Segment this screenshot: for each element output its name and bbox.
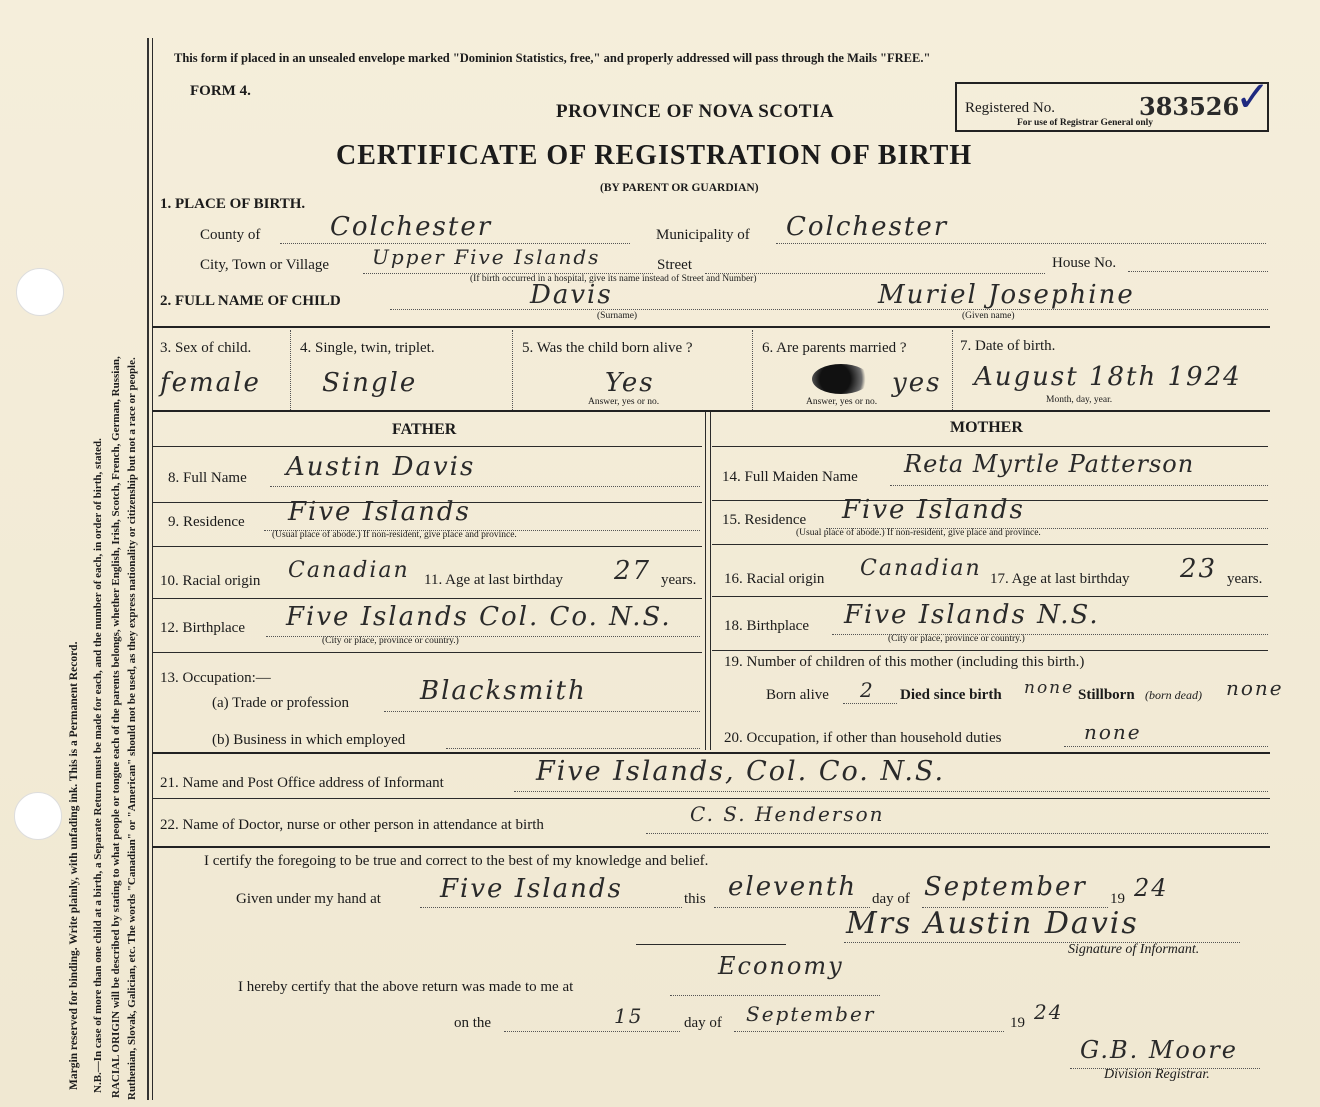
informant-signature: Mrs Austin Davis (846, 906, 1139, 941)
registered-label: Registered No. (965, 100, 1055, 116)
year-value: 24 (1134, 874, 1169, 902)
died-label: Died since birth (900, 687, 1002, 703)
parents-married-label: 6. Are parents married ? (762, 340, 907, 356)
father-trade-value: Blacksmith (420, 676, 587, 706)
margin-note-3: RACIAL ORIGIN will be described by stating to what people or tongue each of the parents belongs, whether English, Irish, Scotch, French, German, Russian, (110, 356, 122, 1098)
given-place-value: Five Islands (440, 874, 623, 904)
given-under-label: Given under my hand at (236, 891, 381, 907)
county-value: Colchester (330, 212, 493, 242)
father-name-label: 8. Full Name (168, 470, 247, 486)
sex-value: female (160, 368, 261, 398)
doctor-value: C. S. Henderson (690, 802, 885, 826)
municipality-label: Municipality of (656, 227, 750, 243)
father-occupation-label: 13. Occupation:— (160, 670, 271, 686)
checkmark-icon: ✓ (1235, 75, 1271, 121)
reg-year-prefix: 19 (1010, 1015, 1025, 1031)
dob-caption: Month, day, year. (1046, 395, 1113, 405)
county-label: County of (200, 227, 261, 243)
father-age-years: years. (661, 572, 697, 588)
mother-birthplace-value: Five Islands N.S. (844, 600, 1100, 630)
mother-age-value: 23 (1180, 554, 1218, 584)
given-name-caption: (Given name) (962, 311, 1015, 321)
municipality-value: Colchester (786, 212, 949, 242)
hospital-note: (If birth occurred in a hospital, give its name instead of Street and Number) (470, 274, 757, 284)
father-heading: FATHER (392, 421, 457, 438)
father-residence-label: 9. Residence (168, 514, 245, 530)
registrar-place: Economy (718, 952, 844, 980)
father-residence-note: (Usual place of abode.) If non-resident, give place and province. (272, 530, 517, 540)
father-trade-label: (a) Trade or profession (212, 695, 350, 711)
stillborn-value: none (1226, 676, 1284, 700)
mother-occupation-value: none (1084, 720, 1142, 744)
registered-number: 383526 (1139, 92, 1240, 121)
registrar-month: September (746, 1002, 876, 1026)
born-alive-count-label: Born alive (766, 687, 829, 703)
dob-label: 7. Date of birth. (960, 338, 1056, 354)
father-birthplace-value: Five Islands Col. Co. N.S. (286, 602, 672, 632)
informant-signature-caption: Signature of Informant. (1068, 942, 1200, 957)
certify-statement: I certify the foregoing to be true and correct to the best of my knowledge and belief. (204, 853, 709, 869)
registrar-signature: G.B. Moore (1080, 1036, 1238, 1064)
father-name-value: Austin Davis (286, 452, 476, 482)
mother-birthplace-note: (City or place, province or country.) (888, 634, 1025, 644)
mother-occupation-label: 20. Occupation, if other than household duties (724, 730, 1002, 746)
father-birthplace-note: (City or place, province or country.) (322, 636, 459, 646)
father-racial-label: 10. Racial origin (160, 573, 261, 589)
place-of-birth-heading: 1. PLACE OF BIRTH. (160, 196, 306, 212)
month-value: September (924, 872, 1087, 902)
mother-name-label: 14. Full Maiden Name (722, 469, 858, 485)
city-label: City, Town or Village (200, 257, 330, 273)
dob-value: August 18th 1924 (974, 362, 1242, 392)
margin-rule (147, 38, 149, 1100)
house-label: House No. (1052, 255, 1117, 271)
mother-racial-value: Canadian (860, 556, 982, 581)
registrar-note: For use of Registrar General only (1017, 118, 1154, 128)
this-label: this (684, 891, 706, 907)
margin-note-4: Ruthenian, Slovak, Galician, etc. The words "Canadian" or "American" should not be used, as they express nationality or citizenship but not a race or people. (126, 357, 138, 1100)
punch-hole-top (16, 268, 64, 316)
year-prefix: 19 (1110, 891, 1125, 907)
street-label: Street (657, 257, 692, 273)
born-alive-caption: Answer, yes or no. (588, 397, 660, 407)
margin-note-1: Margin reserved for binding. Write plainly, with unfading ink. This is a Permanent Record. (68, 641, 80, 1090)
mother-racial-label: 16. Racial origin (724, 571, 825, 587)
father-residence-value: Five Islands (288, 497, 471, 527)
father-business-label: (b) Business in which employed (212, 732, 406, 748)
father-age-value: 27 (614, 556, 652, 586)
day-of-label: day of (872, 891, 910, 907)
registrar-year: 24 (1034, 1000, 1064, 1024)
certificate-title: CERTIFICATE OF REGISTRATION OF BIRTH (336, 140, 973, 171)
margin-note-2: N.B.—In case of more than one child at a birth, a Separate Return must be made for each, and the number of each, in order of birth, stated. (92, 438, 104, 1093)
stillborn-label: Stillborn (1078, 687, 1135, 703)
registered-box (955, 75, 1271, 132)
died-value: none (1024, 678, 1075, 698)
on-the-label: on the (454, 1015, 492, 1031)
multiple-birth-label: 4. Single, twin, triplet. (300, 340, 435, 356)
certificate-subtitle: (BY PARENT OR GUARDIAN) (600, 182, 759, 194)
mother-heading: MOTHER (950, 419, 1023, 436)
mother-residence-value: Five Islands (842, 495, 1025, 525)
parents-married-caption: Answer, yes or no. (806, 397, 878, 407)
born-alive-value: Yes (605, 368, 655, 398)
sex-label: 3. Sex of child. (160, 340, 252, 356)
born-alive-count: 2 (860, 678, 875, 702)
child-name-label: 2. FULL NAME OF CHILD (160, 293, 341, 309)
given-name-value: Muriel Josephine (878, 280, 1135, 310)
mother-children-label: 19. Number of children of this mother (including this birth.) (724, 654, 1085, 670)
registrar-statement: I hereby certify that the above return was made to me at (238, 979, 574, 995)
surname-caption: (Surname) (597, 311, 638, 321)
mother-name-value: Reta Myrtle Patterson (904, 450, 1195, 478)
mother-residence-note: (Usual place of abode.) If non-resident, give place and province. (796, 528, 1041, 538)
informant-value: Five Islands, Col. Co. N.S. (536, 756, 946, 787)
multiple-birth-value: Single (322, 368, 418, 398)
mother-birthplace-label: 18. Birthplace (724, 618, 809, 634)
parents-married-value: yes (892, 368, 942, 398)
informant-label: 21. Name and Post Office address of Informant (160, 775, 444, 791)
mother-age-label: 17. Age at last birthday (990, 571, 1130, 587)
province-heading: PROVINCE OF NOVA SCOTIA (556, 101, 835, 122)
mother-residence-label: 15. Residence (722, 512, 807, 528)
ink-blot (812, 364, 870, 394)
stillborn-note: (born dead) (1145, 688, 1202, 702)
registrar-day: 15 (614, 1004, 644, 1028)
doctor-label: 22. Name of Doctor, nurse or other person in attendance at birth (160, 817, 544, 833)
mother-age-years: years. (1227, 571, 1263, 587)
form-number: FORM 4. (190, 83, 251, 99)
registrar-caption: Division Registrar. (1104, 1067, 1210, 1082)
father-birthplace-label: 12. Birthplace (160, 620, 245, 636)
born-alive-label: 5. Was the child born alive ? (522, 340, 693, 356)
column-divider (705, 412, 706, 750)
punch-hole-bottom (14, 792, 62, 840)
father-racial-value: Canadian (288, 558, 410, 583)
father-age-label: 11. Age at last birthday (424, 572, 563, 588)
surname-value: Davis (530, 280, 613, 310)
mail-notice: This form if placed in an unsealed envelope marked "Dominion Statistics, free," and properly addressed will pass through the Mails "FREE." (174, 51, 931, 65)
margin-rule-2 (152, 38, 153, 1100)
reg-day-of-label: day of (684, 1015, 722, 1031)
city-value: Upper Five Islands (372, 245, 601, 269)
day-value: eleventh (728, 872, 858, 902)
